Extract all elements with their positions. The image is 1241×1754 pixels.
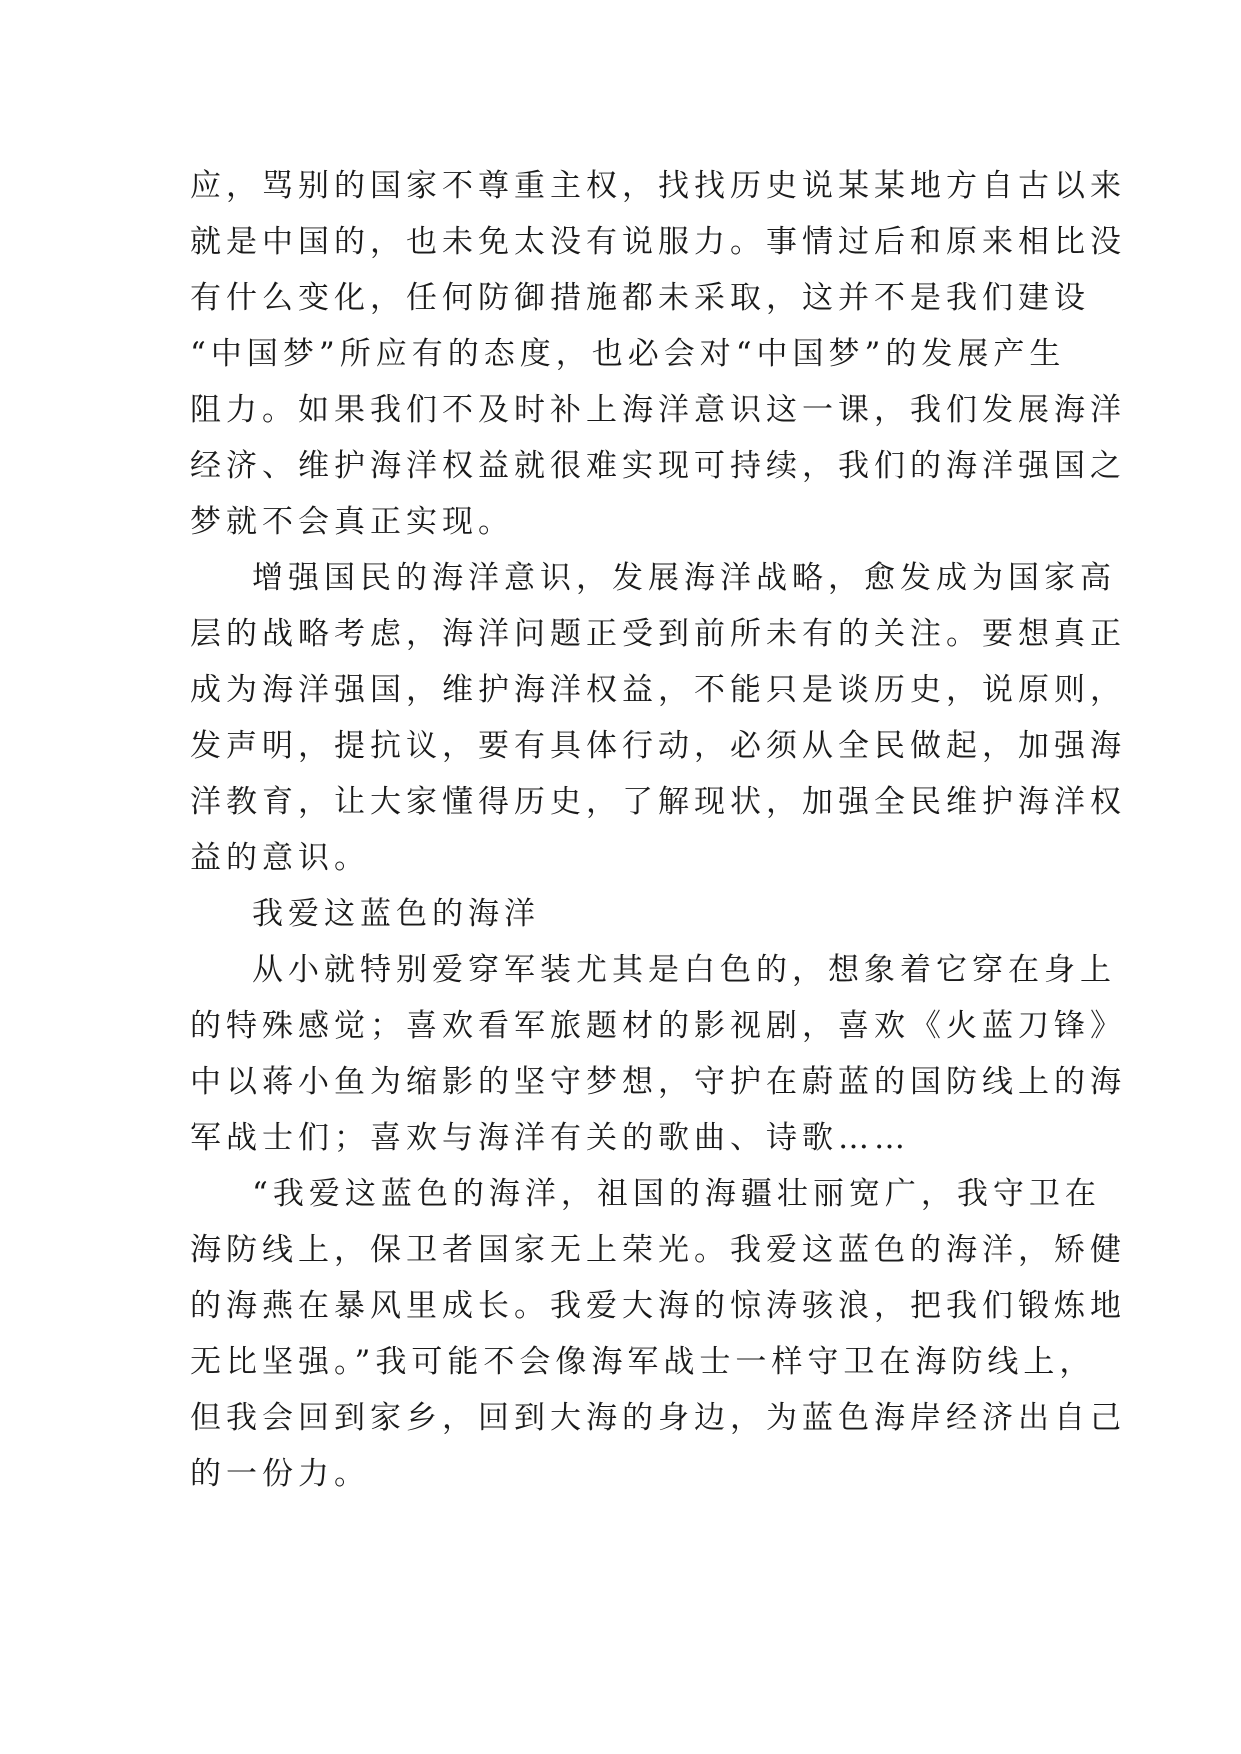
- paragraph-4: [190, 1166, 1126, 1502]
- text-line: 层的战略考虑，海洋问题正受到前所未有的关注。要想真正: [190, 616, 1126, 652]
- heading-text: 我爱这蓝色的海洋: [252, 896, 540, 932]
- text-line: 军战士们；喜欢与海洋有关的歌曲、诗歌……: [190, 1120, 910, 1156]
- text-line: 阻力。如果我们不及时补上海洋意识这一课，我们发展海洋: [190, 392, 1126, 428]
- text-line: 中以蒋小鱼为缩影的坚守梦想，守护在蔚蓝的国防线上的海: [190, 1064, 1126, 1100]
- paragraph-3: [190, 942, 1126, 1166]
- text-line: 洋教育，让大家懂得历史，了解现状，加强全民维护海洋权: [190, 784, 1126, 820]
- text-line: 梦就不会真正实现。: [190, 504, 514, 540]
- text-line: 的一份力。: [190, 1456, 370, 1492]
- text-line: “中国梦”所应有的态度，也必会对“中国梦”的发展产生: [190, 336, 1066, 372]
- text-line: 从小就特别爱穿军装尤其是白色的，想象着它穿在身上: [252, 952, 1116, 988]
- text-line: 但我会回到家乡，回到大海的身边，为蓝色海岸经济出自己: [190, 1400, 1126, 1436]
- text-line: 无比坚强。”我可能不会像海军战士一样守卫在海防线上，: [190, 1344, 1096, 1380]
- section-heading: [190, 886, 1052, 942]
- text-line: 应，骂别的国家不尊重主权，找找历史说某某地方自古以来: [190, 168, 1126, 204]
- text-line: 发声明，提抗议，要有具体行动，必须从全民做起，加强海: [190, 728, 1126, 764]
- text-line: “我爱这蓝色的海洋，祖国的海疆壮丽宽广，我守卫在: [252, 1176, 1101, 1212]
- text-line: 的特殊感觉；喜欢看军旅题材的影视剧，喜欢《火蓝刀锋》: [190, 1008, 1126, 1044]
- document-page: [190, 158, 1126, 1502]
- text-line: 益的意识。: [190, 840, 370, 876]
- text-line: 的海燕在暴风里成长。我爱大海的惊涛骇浪，把我们锻炼地: [190, 1288, 1126, 1324]
- paragraph-2: [190, 550, 1126, 886]
- text-line: 经济、维护海洋权益就很难实现可持续，我们的海洋强国之: [190, 448, 1126, 484]
- text-line: 就是中国的，也未免太没有说服力。事情过后和原来相比没: [190, 224, 1126, 260]
- text-line: 增强国民的海洋意识，发展海洋战略，愈发成为国家高: [252, 560, 1116, 596]
- text-line: 成为海洋强国，维护海洋权益，不能只是谈历史，说原则，: [190, 672, 1126, 708]
- text-line: 有什么变化，任何防御措施都未采取，这并不是我们建设: [190, 280, 1090, 316]
- paragraph-1: [190, 158, 1126, 550]
- text-line: 海防线上，保卫者国家无上荣光。我爱这蓝色的海洋，矫健: [190, 1232, 1126, 1268]
